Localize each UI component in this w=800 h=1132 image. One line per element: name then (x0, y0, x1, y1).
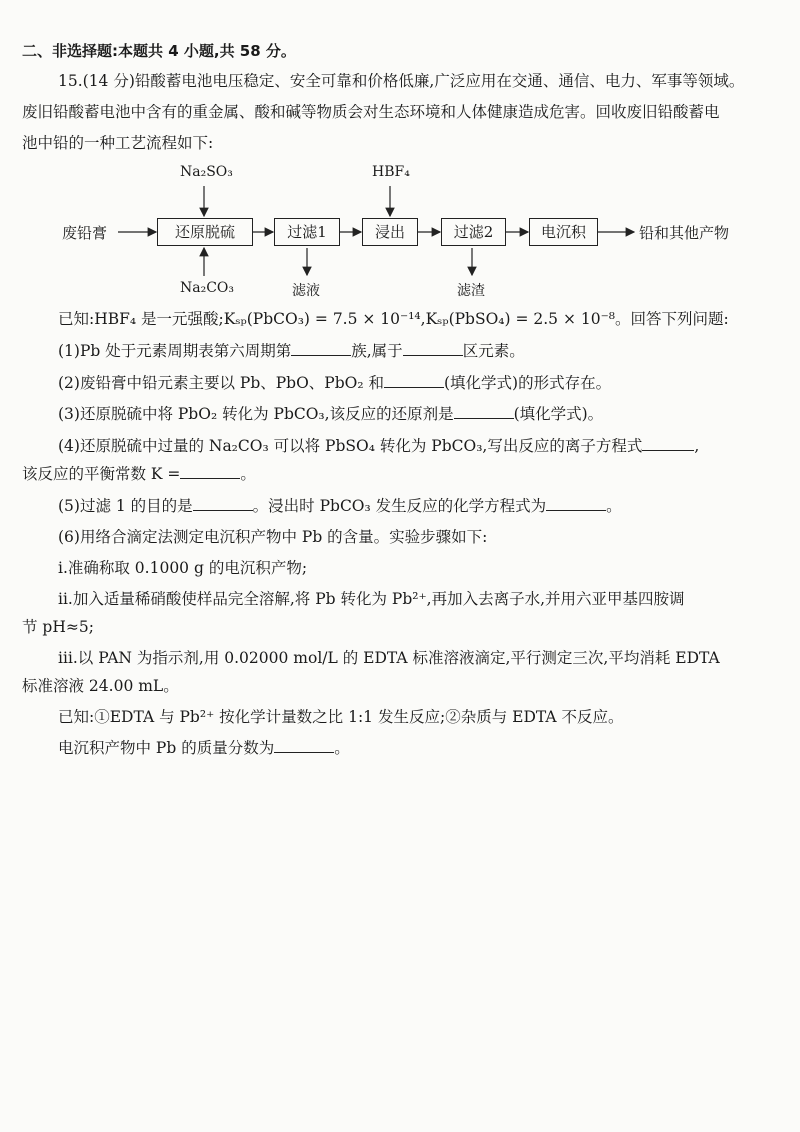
flow-reagent-hbf4: HBF₄ (372, 164, 410, 180)
step-2: ⅱ.加入适量稀硝酸使样品完全溶解,将 Pb 转化为 Pb²⁺,再加入去离子水,并用六亚甲基四胺调 (58, 590, 685, 608)
question-6-final: 电沉积产物中 Pb 的质量分数为 。 (58, 739, 350, 757)
answer-blank[interactable] (403, 341, 463, 356)
q15-intro-line2: 废旧铅酸蓄电池中含有的重金属、酸和碱等物质会对生态环境和人体健康造成危害。回收废旧铅酸蓄电 (22, 103, 720, 121)
flow-box-filter-1: 过滤1 (274, 218, 340, 246)
step-3-cont: 标准溶液 24.00 mL。 (22, 677, 179, 695)
flow-box-reduction-desulfurization: 还原脱硫 (157, 218, 253, 246)
question-6: (6)用络合滴定法测定电沉积产物中 Pb 的含量。实验步骤如下: (58, 528, 488, 546)
question-1: (1)Pb 处于元素周期表第六周期第 族,属于 区元素。 (58, 342, 525, 360)
q15-intro-line3: 池中铅的一种工艺流程如下: (22, 134, 214, 152)
step-1: ⅰ.准确称取 0.1000 g 的电沉积产物; (58, 559, 308, 577)
answer-blank[interactable] (384, 373, 444, 388)
answer-blank[interactable] (193, 496, 253, 511)
q15-intro-line1: 15.(14 分)铅酸蓄电池电压稳定、安全可靠和价格低廉,广泛应用在交通、通信、电力、军事等领域。 (58, 72, 745, 90)
flow-arrows (0, 0, 800, 310)
flow-reagent-na2so3: Na₂SO₃ (180, 164, 233, 180)
question-4: (4)还原脱硫中过量的 Na₂CO₃ 可以将 PbSO₄ 转化为 PbCO₃,写出反应的离子方程式 , (58, 437, 700, 455)
question-4-cont: 该反应的平衡常数 K = 。 (22, 465, 256, 483)
process-flow-diagram (0, 0, 800, 310)
flow-output-label: 铅和其他产物 (639, 224, 730, 242)
question-2: (2)废铅膏中铅元素主要以 Pb、PbO、PbO₂ 和 (填化学式)的形式存在。 (58, 374, 612, 392)
flow-waste-residue: 滤渣 (457, 283, 485, 299)
question-5: (5)过滤 1 的目的是 。浸出时 PbCO₃ 发生反应的化学方程式为 。 (58, 497, 622, 515)
flow-box-filter-2: 过滤2 (441, 218, 506, 246)
step-3: ⅲ.以 PAN 为指示剂,用 0.02000 mol/L 的 EDTA 标准溶液滴定,平行测定三次,平均消耗 EDTA (58, 649, 720, 667)
answer-blank[interactable] (546, 496, 606, 511)
flow-waste-filtrate: 滤液 (292, 283, 320, 299)
step-2-cont: 节 pH≈5; (22, 618, 94, 636)
flow-reagent-na2co3: Na₂CO₃ (180, 280, 235, 296)
answer-blank[interactable] (291, 341, 351, 356)
answer-blank[interactable] (454, 404, 514, 419)
flow-box-leaching: 浸出 (362, 218, 418, 246)
answer-blank[interactable] (274, 738, 334, 753)
flow-input-label: 废铅膏 (62, 224, 108, 242)
section-title: 二、非选择题:本题共 4 小题,共 58 分。 (22, 42, 296, 60)
known-info-2: 已知:①EDTA 与 Pb²⁺ 按化学计量数之比 1:1 发生反应;②杂质与 EDTA 不反应。 (58, 708, 624, 726)
flow-box-electrodeposition: 电沉积 (529, 218, 598, 246)
answer-blank[interactable] (180, 464, 240, 479)
answer-blank[interactable] (642, 436, 694, 451)
question-3: (3)还原脱硫中将 PbO₂ 转化为 PbCO₃,该反应的还原剂是 (填化学式)。 (58, 405, 604, 423)
known-info: 已知:HBF₄ 是一元强酸;Kₛₚ(PbCO₃) = 7.5 × 10⁻¹⁴,Kₛₚ(PbSO₄) = 2.5 × 10⁻⁸。回答下列问题: (58, 310, 729, 328)
